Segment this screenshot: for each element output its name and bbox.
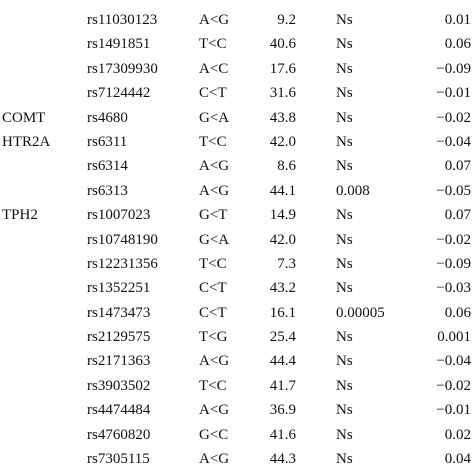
maf-cell: 44.1 bbox=[269, 182, 296, 199]
p-value-cell: Ns bbox=[336, 353, 353, 370]
maf-cell: 16.1 bbox=[269, 304, 296, 321]
maf-cell: 43.8 bbox=[269, 109, 296, 126]
maf-cell: 41.6 bbox=[269, 426, 296, 443]
allele-cell: C<T bbox=[199, 280, 227, 297]
maf-cell: 14.9 bbox=[269, 207, 296, 224]
p-value-cell: Ns bbox=[336, 36, 353, 53]
snp-id-cell: rs7124442 bbox=[87, 85, 151, 102]
maf-cell: 36.9 bbox=[269, 402, 296, 419]
table-row bbox=[0, 228, 474, 252]
table-row bbox=[0, 203, 474, 227]
table-row bbox=[0, 81, 474, 105]
gene-cell: COMT bbox=[2, 109, 46, 126]
p-value-cell: Ns bbox=[336, 402, 353, 419]
snp-id-cell: rs6311 bbox=[87, 133, 128, 150]
allele-cell: C<T bbox=[199, 85, 227, 102]
allele-cell: T<G bbox=[199, 329, 228, 346]
snp-id-cell: rs2129575 bbox=[87, 329, 151, 346]
snp-id-cell: rs3903502 bbox=[87, 377, 151, 394]
maf-cell: 43.2 bbox=[269, 280, 296, 297]
table-row bbox=[0, 325, 474, 349]
p-value-cell: Ns bbox=[336, 426, 353, 443]
beta-cell: −0.01 bbox=[436, 85, 471, 102]
table-row bbox=[0, 57, 474, 81]
snp-id-cell: rs17309930 bbox=[87, 60, 158, 77]
beta-cell: −0.02 bbox=[436, 109, 471, 126]
snp-id-cell: rs1473473 bbox=[87, 304, 151, 321]
snp-id-cell: rs1007023 bbox=[87, 207, 151, 224]
maf-cell: 40.6 bbox=[269, 36, 296, 53]
gene-cell: TPH2 bbox=[2, 207, 38, 224]
beta-cell: 0.04 bbox=[444, 451, 471, 468]
allele-cell: G<A bbox=[199, 231, 230, 248]
table-row bbox=[0, 276, 474, 300]
allele-cell: G<C bbox=[199, 426, 229, 443]
p-value-cell: Ns bbox=[336, 231, 353, 248]
table-row bbox=[0, 8, 474, 32]
snp-id-cell: rs6313 bbox=[87, 182, 128, 199]
snp-id-cell: rs4680 bbox=[87, 109, 128, 126]
snp-id-cell: rs2171363 bbox=[87, 353, 151, 370]
table-row bbox=[0, 130, 474, 154]
gene-cell: HTR2A bbox=[2, 133, 51, 150]
maf-cell: 31.6 bbox=[269, 85, 296, 102]
maf-cell: 44.3 bbox=[269, 451, 296, 468]
maf-cell: 25.4 bbox=[269, 329, 296, 346]
beta-cell: −0.02 bbox=[436, 231, 471, 248]
snp-id-cell: rs4760820 bbox=[87, 426, 151, 443]
p-value-cell: Ns bbox=[336, 60, 353, 77]
beta-cell: −0.09 bbox=[436, 255, 471, 272]
snp-id-cell: rs11030123 bbox=[87, 12, 158, 28]
p-value-cell: Ns bbox=[336, 329, 353, 346]
maf-cell: 44.4 bbox=[269, 353, 296, 370]
p-value-cell: Ns bbox=[336, 207, 353, 224]
maf-cell: 9.2 bbox=[277, 12, 296, 28]
allele-cell: A<G bbox=[199, 451, 230, 468]
table-row bbox=[0, 106, 474, 130]
beta-cell: 0.01 bbox=[444, 12, 471, 28]
table-row bbox=[0, 154, 474, 178]
maf-cell: 42.0 bbox=[269, 231, 296, 248]
beta-cell: 0.001 bbox=[437, 329, 471, 346]
snp-id-cell: rs6314 bbox=[87, 158, 128, 175]
allele-cell: A<G bbox=[199, 158, 230, 175]
allele-cell: A<C bbox=[199, 60, 229, 77]
maf-cell: 8.6 bbox=[277, 158, 296, 175]
beta-cell: −0.01 bbox=[436, 402, 471, 419]
snp-id-cell: rs1352251 bbox=[87, 280, 151, 297]
maf-cell: 42.0 bbox=[269, 133, 296, 150]
table-row bbox=[0, 447, 474, 471]
beta-cell: 0.06 bbox=[444, 36, 471, 53]
allele-cell: G<A bbox=[199, 109, 230, 126]
allele-cell: A<G bbox=[199, 402, 230, 419]
allele-cell: C<T bbox=[199, 304, 227, 321]
allele-cell: T<C bbox=[199, 133, 227, 150]
beta-cell: −0.04 bbox=[436, 133, 471, 150]
table-row bbox=[0, 32, 474, 56]
beta-cell: 0.07 bbox=[444, 207, 471, 224]
allele-cell: A<G bbox=[199, 353, 230, 370]
p-value-cell: Ns bbox=[336, 451, 353, 468]
p-value-cell: Ns bbox=[336, 280, 353, 297]
table-row bbox=[0, 301, 474, 325]
allele-cell: A<G bbox=[199, 12, 230, 28]
beta-cell: −0.02 bbox=[436, 377, 471, 394]
table-row bbox=[0, 374, 474, 398]
snp-association-table bbox=[0, 8, 474, 471]
allele-cell: T<C bbox=[199, 255, 227, 272]
allele-cell: A<G bbox=[199, 182, 230, 199]
beta-cell: −0.09 bbox=[436, 60, 471, 77]
table-row bbox=[0, 398, 474, 422]
table-row bbox=[0, 252, 474, 276]
snp-id-cell: rs4474484 bbox=[87, 402, 151, 419]
p-value-cell: Ns bbox=[336, 109, 353, 126]
p-value-cell: Ns bbox=[336, 158, 353, 175]
p-value-cell: Ns bbox=[336, 133, 353, 150]
beta-cell: 0.07 bbox=[444, 158, 471, 175]
p-value-cell: 0.00005 bbox=[336, 304, 385, 321]
beta-cell: −0.05 bbox=[436, 182, 471, 199]
p-value-cell: Ns bbox=[336, 85, 353, 102]
table-row bbox=[0, 349, 474, 373]
maf-cell: 7.3 bbox=[277, 255, 296, 272]
beta-cell: −0.04 bbox=[436, 353, 471, 370]
maf-cell: 41.7 bbox=[269, 377, 296, 394]
p-value-cell: 0.008 bbox=[336, 182, 370, 199]
snp-id-cell: rs7305115 bbox=[87, 451, 150, 468]
p-value-cell: Ns bbox=[336, 12, 353, 28]
beta-cell: −0.03 bbox=[436, 280, 471, 297]
beta-cell: 0.02 bbox=[444, 426, 471, 443]
maf-cell: 17.6 bbox=[269, 60, 296, 77]
table-row bbox=[0, 179, 474, 203]
allele-cell: G<T bbox=[199, 207, 228, 224]
table-row bbox=[0, 423, 474, 447]
p-value-cell: Ns bbox=[336, 255, 353, 272]
snp-id-cell: rs10748190 bbox=[87, 231, 158, 248]
beta-cell: 0.06 bbox=[444, 304, 471, 321]
allele-cell: T<C bbox=[199, 377, 227, 394]
allele-cell: T<C bbox=[199, 36, 227, 53]
p-value-cell: Ns bbox=[336, 377, 353, 394]
snp-id-cell: rs1491851 bbox=[87, 36, 151, 53]
snp-id-cell: rs12231356 bbox=[87, 255, 158, 272]
